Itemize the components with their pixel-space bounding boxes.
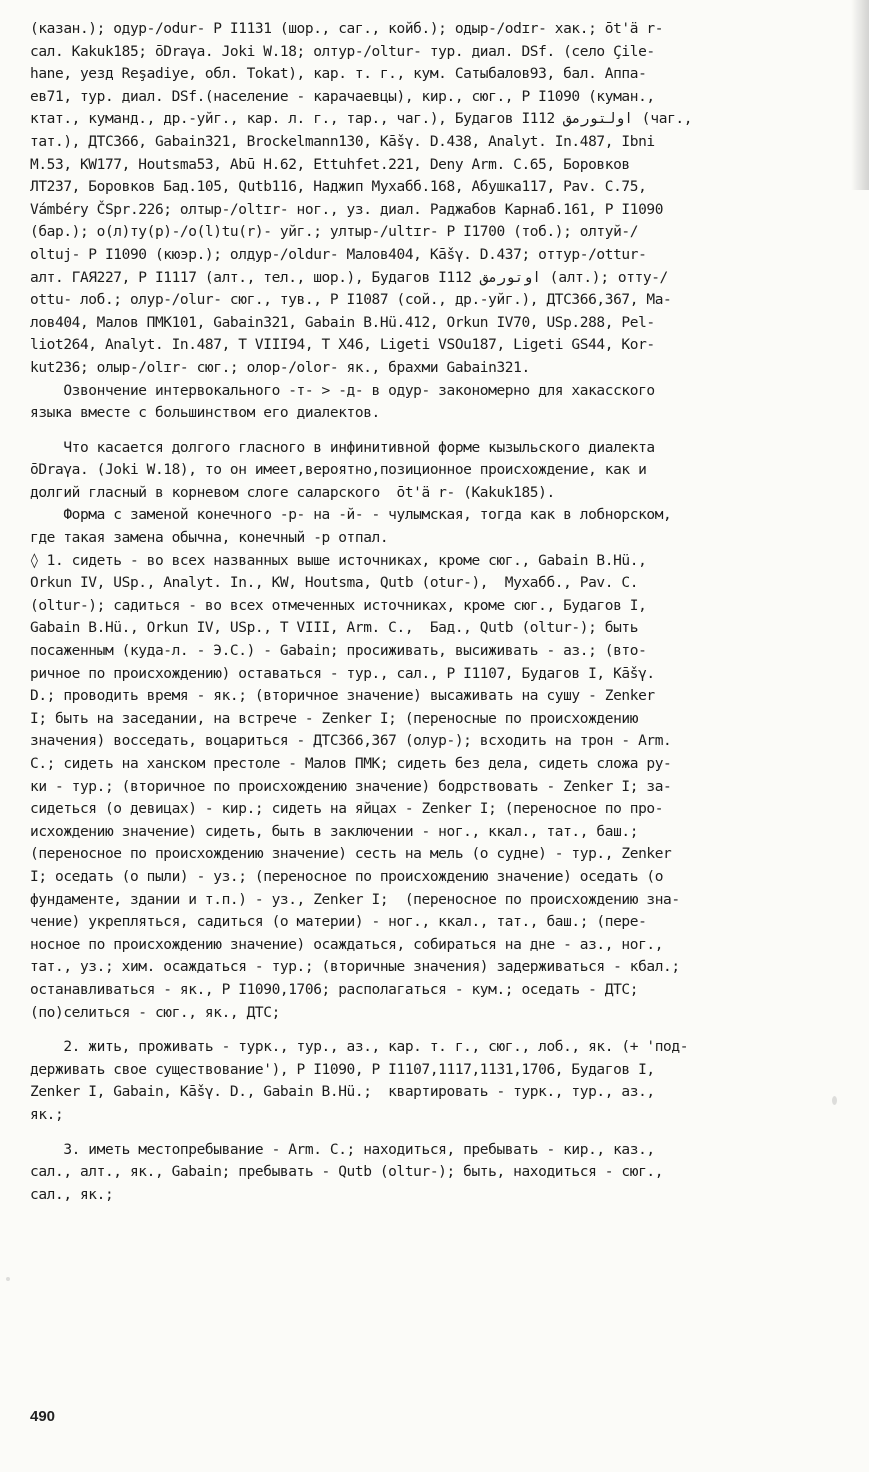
text-line: тат.), ДТС366, Gabain321, Brockelmann130, Kāšγ. D.438, Analyt. In.487, Ibni bbox=[30, 133, 655, 150]
text-line: алт. ГАЯ227, Р I1117 (алт., тел., шор.), Будагов I112 اوتورمق (алт.); отту-/ bbox=[30, 269, 668, 286]
text-line: D.; проводить время - як.; (вторичное значение) высаживать на сушу - Zenker bbox=[30, 688, 655, 705]
text-line: Что касается долгого гласного в инфинитивной форме кызыльского диалекта bbox=[30, 439, 655, 456]
text-line: лов404, Малов ПМК101, Gabain321, Gabain В.Нü.412, Orkun IV70, USp.288, Pel- bbox=[30, 314, 655, 331]
dictionary-entry-text bbox=[30, 18, 850, 1206]
text-line: посаженным (куда-л. - Э.С.) - Gabain; просиживать, высиживать - аз.; (вто- bbox=[30, 643, 647, 660]
text-line: сидеться (о девицах) - кир.; сидеть на яйцах - Zenker I; (переносное по про- bbox=[30, 801, 664, 818]
text-line: ◊ 1. сидеть - во всех названных выше источниках, кроме сюг., Gabain В.Нü., bbox=[30, 552, 647, 569]
text-line: держивать свое существование'), Р I1090, Р I1107,1117,1131,1706, Будагов I, bbox=[30, 1061, 655, 1078]
paragraph-gap bbox=[30, 1024, 850, 1036]
text-line: I; оседать (о пыли) - уз.; (переносное по происхождению значение) оседать (о bbox=[30, 868, 664, 885]
text-line: як.; bbox=[30, 1106, 64, 1123]
text-line: oltuj- Р I1090 (кюэр.); олдур-/oldur- Малов404, Kāšγ. D.437; оттур-/ottur- bbox=[30, 246, 647, 263]
text-line: исхождению значение) сидеть, быть в заключении - ног., ккал., тат., баш.; bbox=[30, 823, 639, 840]
text-line: Zenker I, Gabain, Kāšγ. D., Gabain В.Нü.; квартировать - турк., тур., аз., bbox=[30, 1084, 655, 1101]
paragraph-gap bbox=[30, 425, 850, 437]
text-line: (казан.); одур-/odur- Р I1131 (шор., саг., койб.); одыр-/odɪr- хак.; ōt'ä r- bbox=[30, 21, 664, 37]
text-line: долгий гласный в корневом слоге саларского ōt'ä r- (Kakuk185). bbox=[30, 484, 555, 501]
text-line: сал. Kakuk185; ōDraγa. Joki W.18; олтур-/oltur- тур. диал. DSf. (село Çile- bbox=[30, 43, 655, 60]
text-line: (oltur-); садиться - во всех отмеченных источниках, кроме сюг., Будагов I, bbox=[30, 597, 647, 614]
text-line: ottu- лоб.; олур-/olur- сюг., тув., Р I1087 (сой., др.-уйг.), ДТС366,367, Ма- bbox=[30, 292, 672, 309]
text-line: C.; сидеть на ханском престоле - Малов ПМК; сидеть без дела, сидеть сложа ру- bbox=[30, 756, 672, 772]
text-line: 3. иметь местопребывание - Arm. C.; находиться, пребывать - кир., каз., bbox=[30, 1141, 655, 1158]
text-line: значения) восседать, воцариться - ДТС366,367 (олур-); всходить на трон - Arm. bbox=[30, 733, 672, 750]
text-line: ев71, тур. диал. DSf.(население - карачаевцы), кир., сюг., Р I1090 (куман., bbox=[30, 88, 655, 105]
paragraph-gap bbox=[30, 1127, 850, 1139]
text-line: где такая замена обычна, конечный -р отпал. bbox=[30, 530, 389, 547]
text-line: тат., уз.; хим. осаждаться - тур.; (вторичные значения) задерживаться - кбал.; bbox=[30, 959, 680, 976]
text-line: останавливаться - як., Р I1090,1706; располагаться - кум.; оседать - ДТС; bbox=[30, 981, 639, 998]
text-line: liot264, Analyt. In.487, Т VIII94, Т X46, Ligeti VSOu187, Ligeti GS44, Kor- bbox=[30, 337, 655, 354]
text-line: Форма с заменой конечного -р- на -й- - чулымская, тогда как в лобнорском, bbox=[30, 507, 672, 524]
ink-smudge bbox=[6, 1277, 10, 1281]
text-line: kut236; олыр-/olɪr- сюг.; олор-/olor- як., брахми Gabain321. bbox=[30, 359, 530, 376]
text-line: (бар.); о(л)ту(р)-/o(l)tu(r)- уйг.; ултыр-/ultɪr- Р I1700 (тоб.); олтуй-/ bbox=[30, 224, 639, 241]
text-line: носное по происхождению значение) осаждаться, собираться на дне - аз., ног., bbox=[30, 936, 664, 953]
text-line: ōDraγa. (Joki W.18), то он имеет,вероятно,позиционное происхождение, как и bbox=[30, 462, 647, 479]
text-line: Orkun IV, USp., Analyt. In., KW, Houtsma, Qutb (otur-), Мухабб., Pav. C. bbox=[30, 575, 639, 592]
text-line: I; быть на заседании, на встрече - Zenker I; (переносные по происхождению bbox=[30, 710, 639, 727]
text-line: фундаменте, здании и т.п.) - уз., Zenker I; (переносное по происхождению зна- bbox=[30, 891, 680, 908]
text-line: чение) укрепляться, садиться (о материи) - ног., ккал., тат., баш.; (пере- bbox=[30, 914, 647, 931]
text-line: ки - тур.; (вторичное по происхождению значение) бодрствовать - Zenker I; за- bbox=[30, 778, 672, 795]
text-line: сал., як.; bbox=[30, 1186, 114, 1203]
text-line: ЛТ237, Боровков Бад.105, Qutb116, Наджип Мухабб.168, Абушка117, Pav. C.75, bbox=[30, 179, 647, 196]
text-line: ктат., куманд., др.-уйг., кар. л. г., тар., чаг.), Будагов I112 اولتورمق (чаг., bbox=[30, 111, 693, 128]
text-line: (переносное по происхождению значение) сесть на мель (о судне) - тур., Zenker bbox=[30, 846, 672, 863]
page-number: 490 bbox=[30, 1408, 56, 1425]
text-line: языка вместе с большинством его диалектов. bbox=[30, 405, 380, 422]
text-line: M.53, KW177, Houtsma53, Abū H.62, Ettuhfet.221, Deny Arm. C.65, Боровков bbox=[30, 156, 630, 173]
text-line: (по)селиться - сюг., як., ДТС; bbox=[30, 1004, 280, 1021]
text-line: сал., алт., як., Gabain; пребывать - Qutb (oltur-); быть, находиться - сюг., bbox=[30, 1164, 664, 1181]
text-line: Gabain В.Нü., Orkun IV, USp., Т VIII, Arm. C., Бад., Qutb (oltur-); быть bbox=[30, 620, 639, 637]
text-line: Vámbéry ČSpr.226; олтыр-/oltɪr- ног., уз. диал. Раджабов Карнаб.161, Р I1090 bbox=[30, 201, 664, 218]
text-line: hane, уезд Reşadiye, обл. Tokat), кар. т. г., кум. Сатыбалов93, бал. Аппа- bbox=[30, 66, 647, 83]
text-line: 2. жить, проживать - турк., тур., аз., кар. т. г., сюг., лоб., як. (+ 'под- bbox=[30, 1039, 689, 1056]
scan-edge-shadow bbox=[851, 0, 869, 190]
text-line: Озвончение интервокального -т- > -д- в одур- закономерно для хакасского bbox=[30, 382, 655, 399]
text-line: ричное по происхождению) оставаться - тур., сал., Р I1107, Будагов I, Kāšγ. bbox=[30, 665, 655, 682]
